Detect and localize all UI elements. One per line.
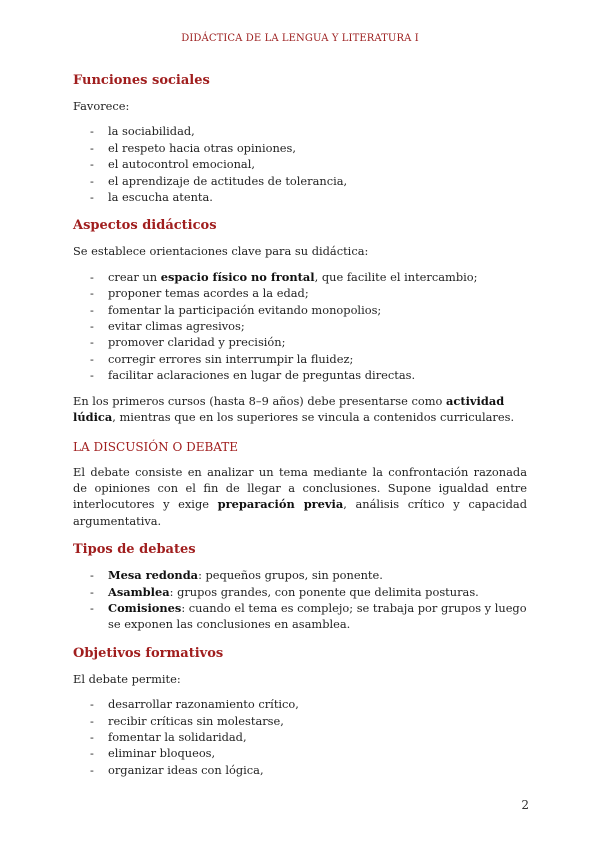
list-item: - promover claridad y precisión;	[73, 334, 527, 350]
aspectos-intro: Se establece orientaciones clave para su didáctica:	[73, 244, 369, 259]
objetivos-intro: El debate permite:	[73, 671, 181, 686]
list-item: - el respeto hacia otras opiniones,	[73, 140, 527, 156]
list-item	[73, 600, 527, 633]
list-item: - eliminar bloqueos,	[73, 745, 527, 761]
list-item: - fomentar la solidaridad,	[73, 729, 527, 745]
objetivos-list	[73, 696, 527, 778]
term-desc: : pequeños grupos, sin ponente.	[198, 568, 383, 583]
paragraph-bold: preparación previa	[217, 497, 344, 512]
heading-discusion-debate: LA DISCUSIÓN O DEBATE	[73, 439, 239, 454]
closing-text: En los primeros cursos (hasta 8–9 años) debe presentarse como	[73, 393, 446, 408]
funciones-intro: Favorece:	[73, 99, 130, 113]
debate-paragraph	[73, 464, 527, 530]
list-item	[73, 269, 527, 285]
closing-text: , mientras que en los superiores se vincula a contenidos curriculares.	[112, 410, 515, 425]
list-item: - proponer temas acordes a la edad;	[73, 285, 527, 301]
heading-objetivos-formativos: Objetivos formativos	[73, 645, 224, 661]
document-body	[73, 72, 527, 778]
list-item: - organizar ideas con lógica,	[73, 762, 527, 778]
closing-bold: actividad lúdica	[73, 393, 505, 425]
list-item: - la sociabilidad,	[73, 123, 527, 139]
item-text: crear un	[108, 269, 161, 284]
tipos-list	[73, 567, 527, 633]
item-text: , que facilite el intercambio;	[314, 269, 478, 284]
page-number: 2	[521, 798, 529, 812]
paragraph-text: El debate consiste en analizar un tema mediante la confrontación razonada de opiniones con el fin de llegar a conclusiones. Supone igualdad entre interlocutores y exige	[73, 464, 527, 512]
funciones-list	[73, 123, 527, 205]
list-item: - el autocontrol emocional,	[73, 156, 527, 172]
aspectos-list	[73, 269, 527, 384]
heading-aspectos-didacticos: Aspectos didácticos	[73, 218, 217, 234]
paragraph-text: , análisis crítico y capacidad argumentativa.	[73, 497, 527, 528]
item-bold: espacio físico no frontal	[160, 269, 315, 284]
page-header: DIDÁCTICA DE LA LENGUA Y LITERATURA I	[181, 33, 419, 44]
list-item: - la escucha atenta.	[73, 189, 527, 205]
term-desc: : grupos grandes, con ponente que delimita posturas.	[169, 584, 479, 599]
term: Comisiones	[108, 600, 182, 615]
term: Mesa redonda	[108, 568, 199, 583]
heading-tipos-debates: Tipos de debates	[73, 542, 196, 558]
list-item: - desarrollar razonamiento crítico,	[73, 696, 527, 712]
list-item	[73, 584, 527, 600]
list-item: - evitar climas agresivos;	[73, 318, 527, 334]
list-item: - fomentar la participación evitando monopolios;	[73, 302, 527, 318]
list-item: - recibir críticas sin molestarse,	[73, 713, 527, 729]
list-item: - el aprendizaje de actitudes de tolerancia,	[73, 173, 527, 189]
list-item: - corregir errores sin interrumpir la fluidez;	[73, 351, 527, 367]
list-item: - facilitar aclaraciones en lugar de preguntas directas.	[73, 367, 527, 383]
list-item	[73, 567, 527, 583]
heading-funciones-sociales: Funciones sociales	[73, 73, 210, 88]
aspectos-closing	[73, 393, 527, 426]
term: Asamblea	[108, 584, 170, 599]
term-desc: : cuando el tema es complejo; se trabaja por grupos y luego se exponen las conclusiones en asamblea.	[108, 600, 527, 632]
